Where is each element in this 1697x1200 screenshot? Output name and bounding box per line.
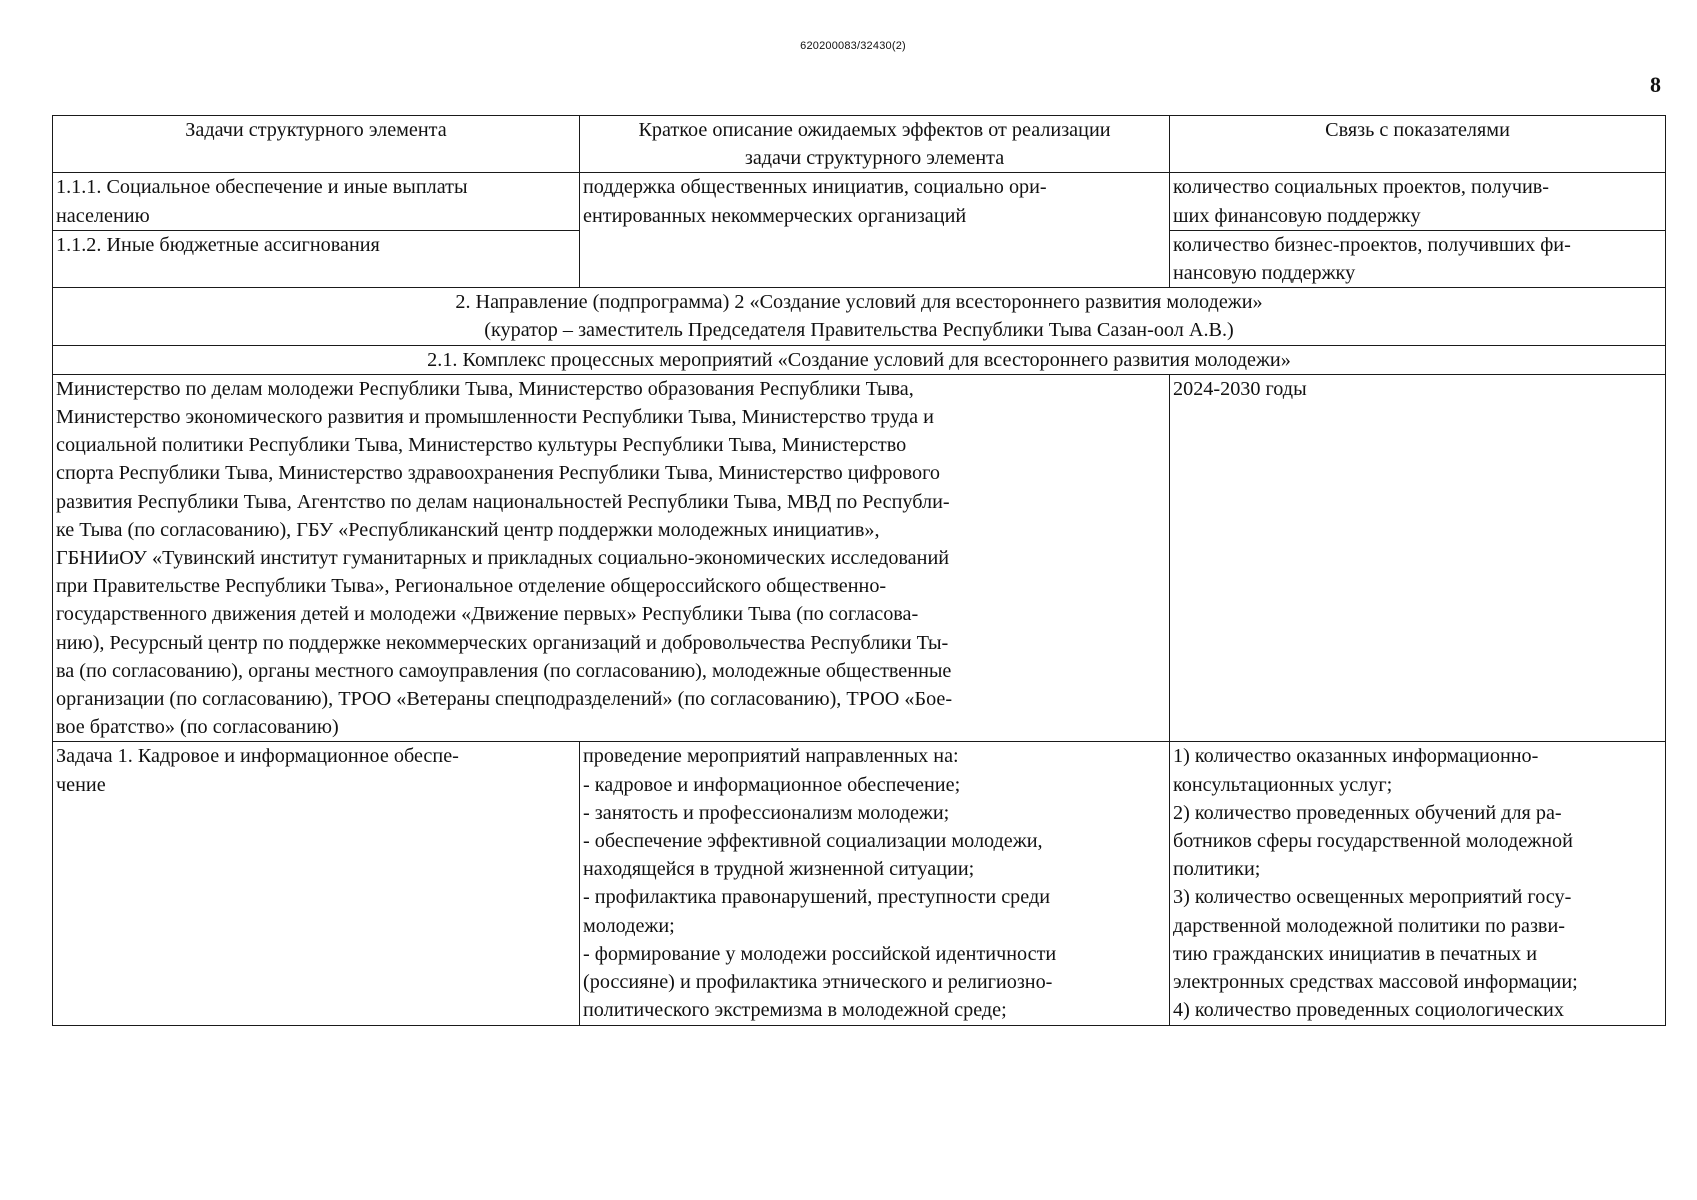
- cell-line: населению: [56, 204, 150, 227]
- cell-line: ших финансовую поддержку: [1173, 204, 1421, 227]
- cell-line: 2) количество проведенных обучений для ра-: [1173, 801, 1562, 824]
- col-header-effects-line: задачи структурного элемента: [744, 147, 1005, 170]
- direction-title: 2. Направление (подпрограмма) 2 «Создание условий для всестороннего развития молодежи»: [455, 291, 1263, 314]
- complex-title: 2.1. Комплекс процессных мероприятий «Создание условий для всестороннего развития молодежи»: [427, 348, 1291, 371]
- cell-line: - кадровое и информационное обеспечение;: [583, 773, 961, 796]
- cell-line: ва (по согласованию), органы местного самоуправления (по согласованию), молодежные общественные: [56, 659, 952, 682]
- cell-line: 3) количество освещенных мероприятий госу-: [1173, 886, 1572, 909]
- cell-line: находящейся в трудной жизненной ситуации;: [583, 858, 975, 881]
- implementation-period: 2024-2030 годы: [1173, 377, 1307, 400]
- cell-line: чение: [56, 773, 106, 796]
- cell-line: политического экстремизма в молодежной среде;: [583, 999, 1007, 1022]
- table-row: [53, 173, 1666, 230]
- direction-heading: [53, 288, 1666, 345]
- cell-line: электронных средствах массовой информации;: [1173, 971, 1578, 994]
- cell-line: социальной политики Республики Тыва, Министерство культуры Республики Тыва, Министерство: [56, 434, 907, 457]
- cell-line: - профилактика правонарушений, преступности среди: [583, 886, 1051, 909]
- cell-line: 4) количество проведенных социологических: [1173, 999, 1564, 1022]
- cell-line: (россияне) и профилактика этнического и религиозно-: [583, 971, 1053, 994]
- col-header-tasks-text: Задачи структурного элемента: [185, 119, 447, 141]
- effect-cell: [580, 742, 1170, 1025]
- cell-line: при Правительстве Республики Тыва», Региональное отделение общероссийского общественно-: [56, 575, 887, 598]
- indicator-cell: [1170, 742, 1666, 1025]
- cell-line: - занятость и профессионализм молодежи;: [583, 801, 950, 824]
- col-header-effects-line: Краткое описание ожидаемых эффектов от реализации: [638, 119, 1111, 141]
- cell-line: ботников сферы государственной молодежной: [1173, 830, 1573, 853]
- section-row: [53, 288, 1666, 345]
- cell-line: 1.1.1. Социальное обеспечение и иные выплаты: [56, 176, 468, 199]
- task-cell: [53, 173, 580, 230]
- task-cell: [53, 230, 580, 287]
- cell-line: 1.1.2. Иные бюджетные ассигнования: [56, 233, 380, 256]
- cell-line: консультационных услуг;: [1173, 773, 1393, 796]
- cell-line: Министерство по делам молодежи Республики Тыва, Министерство образования Республики Тыва,: [56, 377, 914, 400]
- cell-line: вое братство» (по согласованию): [56, 716, 339, 739]
- cell-line: государственного движения детей и молодежи «Движение первых» Республики Тыва (по согласова-: [56, 603, 919, 626]
- responsible-cell: [53, 374, 1170, 742]
- col-header-effects: [580, 116, 1170, 173]
- cell-line: поддержка общественных инициатив, социально ори-: [583, 176, 1047, 199]
- cell-line: дарственной молодежной политики по разви-: [1173, 914, 1565, 937]
- complex-heading: [53, 345, 1666, 374]
- cell-line: политики;: [1173, 858, 1261, 881]
- page-number: 8: [1650, 72, 1661, 97]
- col-header-indicators: [1170, 116, 1666, 173]
- table-row: [53, 374, 1666, 742]
- cell-line: проведение мероприятий направленных на:: [583, 745, 959, 768]
- table-row: [53, 742, 1666, 1025]
- cell-line: развития Республики Тыва, Агентство по делам национальностей Республики Тыва, МВД по Республи-: [56, 490, 950, 513]
- cell-line: 1) количество оказанных информационно-: [1173, 745, 1539, 768]
- section-row: [53, 345, 1666, 374]
- period-cell: [1170, 374, 1666, 742]
- cell-line: нансовую поддержку: [1173, 262, 1356, 285]
- cell-line: спорта Республики Тыва, Министерство здравоохранения Республики Тыва, Министерство цифрового: [56, 462, 940, 485]
- col-header-tasks: [53, 116, 580, 173]
- task-cell: [53, 742, 580, 1025]
- cell-line: ке Тыва (по согласованию), ГБУ «Республиканский центр поддержки молодежных инициатив»,: [56, 518, 880, 541]
- cell-line: количество бизнес-проектов, получивших фи-: [1173, 233, 1571, 256]
- cell-line: молодежи;: [583, 914, 675, 937]
- table-header-row: [53, 116, 1666, 173]
- cell-line: ентированных некоммерческих организаций: [583, 204, 967, 227]
- cell-line: - обеспечение эффективной социализации молодежи,: [583, 830, 1043, 853]
- document-id: 620200083/32430(2): [800, 40, 906, 52]
- effect-cell: [580, 173, 1170, 288]
- cell-line: - формирование у молодежи российской идентичности: [583, 942, 1057, 965]
- direction-curator: (куратор – заместитель Председателя Правительства Республики Тыва Сазан-оол А.В.): [484, 319, 1234, 342]
- cell-line: нию), Ресурсный центр по поддержке некоммерческих организаций и добровольчества Республики Ты-: [56, 631, 949, 654]
- cell-line: количество социальных проектов, получив-: [1173, 176, 1550, 199]
- cell-line: Министерство экономического развития и промышленности Республики Тыва, Министерство труда и: [56, 406, 934, 429]
- cell-line: организации (по согласованию), ТРОО «Ветераны спецподразделений» (по согласованию), ТРОО «Бое-: [56, 688, 953, 711]
- indicator-cell: [1170, 173, 1666, 230]
- indicator-cell: [1170, 230, 1666, 287]
- cell-line: тию гражданских инициатив в печатных и: [1173, 942, 1538, 965]
- cell-line: ГБНИиОУ «Тувинский институт гуманитарных и прикладных социально-экономических исследований: [56, 547, 950, 570]
- col-header-indicators-text: Связь с показателями: [1325, 119, 1510, 141]
- structural-elements-table: [52, 115, 1666, 1026]
- cell-line: Задача 1. Кадровое и информационное обеспе-: [56, 745, 459, 768]
